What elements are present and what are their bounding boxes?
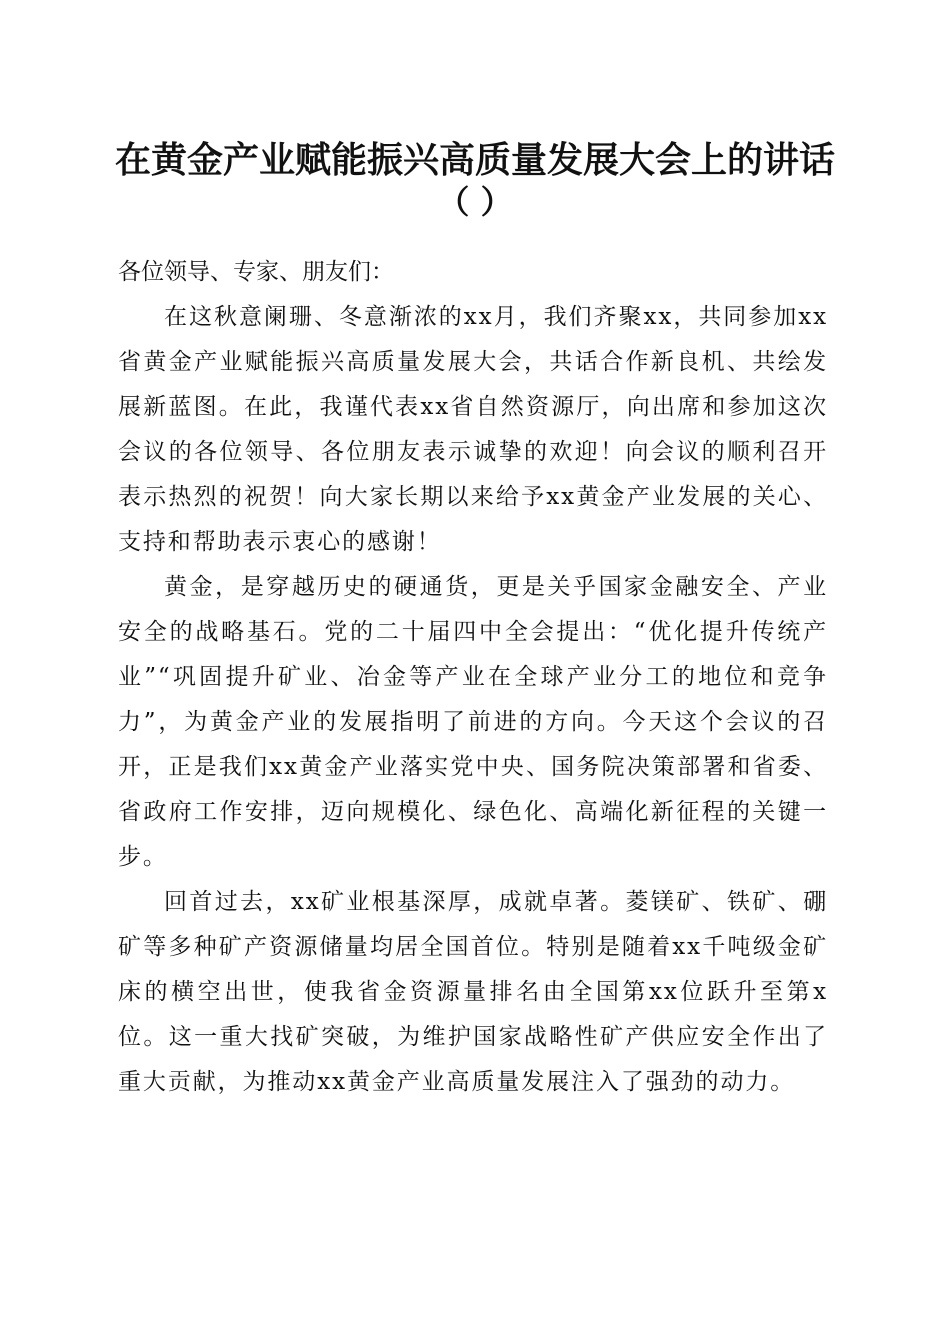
document-body [118,250,828,1105]
document-title: 在黄金产业赋能振兴高质量发展大会上的讲话 [114,139,835,181]
greeting: 各位领导、专家、朋友们： [118,259,394,285]
paragraph-2: 黄金，是穿越历史的硬通货，更是关乎国家金融安全、产业安全的战略基石。党的二十届四中全会提出：“优化提升传统产业”“巩固提升矿业、冶金等产业在全球产业分工的地位和竞争力”，为黄金产业的发展指明了前进的方向。今天这个会议的召开，正是我们xx黄金产业落实党中央、国务院决策部署和省委、省政府工作安排，迈向规模化、绿色化、高端化新征程的关键一步。 [118,574,828,870]
paragraph-1: 在这秋意阑珊、冬意渐浓的xx月，我们齐聚xx，共同参加xx省黄金产业赋能振兴高质量发展大会，共话合作新良机、共绘发展新蓝图。在此，我谨代表xx省自然资源厅，向出席和参加这次会议的各位领导、各位朋友表示诚挚的欢迎！向会议的顺利召开表示热烈的祝贺！向大家长期以来给予xx黄金产业发展的关心、支持和帮助表示衷心的感谢！ [118,304,828,555]
paragraph-3: 回首过去，xx矿业根基深厚，成就卓著。菱镁矿、铁矿、硼矿等多种矿产资源储量均居全国首位。特别是随着xx千吨级金矿床的横空出世，使我省金资源量排名由全国第xx位跃升至第x位。这一重大找矿突破，为维护国家战略性矿产供应安全作出了重大贡献，为推动xx黄金产业高质量发展注入了强劲的动力。 [118,889,828,1095]
document-subtitle-brackets: （ ） [437,183,513,221]
